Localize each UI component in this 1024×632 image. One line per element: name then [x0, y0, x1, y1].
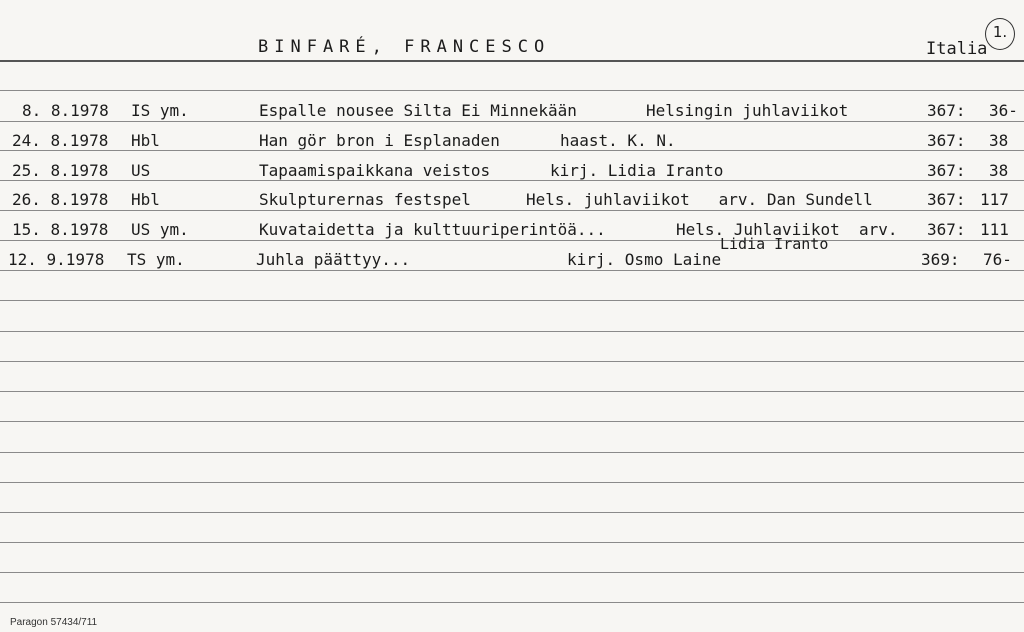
rule	[0, 482, 1024, 483]
entry-page: 117	[980, 190, 1009, 209]
entry-title: Han gör bron i Esplanaden	[259, 131, 500, 150]
entry-title: Tapaamispaikkana veistos	[259, 161, 491, 180]
entry-page: 38	[989, 131, 1009, 150]
rule	[0, 331, 1024, 332]
entry-source: US ym.	[131, 220, 189, 239]
entry-extra: kirj. Lidia Iranto	[550, 161, 724, 180]
entry-title: Kuvataidetta ja kulttuuriperintöä...	[259, 220, 606, 239]
rule	[0, 180, 1024, 181]
rule	[0, 602, 1024, 603]
rule	[0, 452, 1024, 453]
entry-date: 8. 8.1978	[22, 101, 109, 120]
entry-title: Espalle nousee Silta Ei Minnekään	[259, 101, 577, 120]
rule	[0, 60, 1024, 62]
rule	[0, 240, 1024, 241]
entry-date: 15. 8.1978	[12, 220, 109, 239]
entry-date: 24. 8.1978	[12, 131, 109, 150]
entry-title: Juhla päättyy...	[256, 250, 411, 269]
rule	[0, 90, 1024, 91]
rule	[0, 121, 1024, 122]
rule	[0, 391, 1024, 392]
rule	[0, 150, 1024, 151]
rule	[0, 572, 1024, 573]
entry-extra-overtype: Lidia Iranto	[720, 235, 829, 253]
entry-ref: 367:	[927, 220, 966, 239]
entry-source: US	[131, 161, 151, 180]
entry-page: 76-	[983, 250, 1012, 269]
rule	[0, 361, 1024, 362]
entry-ref: 367:	[927, 101, 966, 120]
entry-source: TS ym.	[127, 250, 185, 269]
rule	[0, 270, 1024, 271]
entry-title: Skulpturernas festspel	[259, 190, 471, 209]
entry-extra: kirj. Osmo Laine	[567, 250, 722, 269]
entry-extra: Hels. Juhlaviikot arv.	[676, 220, 898, 239]
entry-extra: Helsingin juhlaviikot	[646, 101, 849, 120]
entry-date: 26. 8.1978	[12, 190, 109, 209]
print-mark: Paragon 57434/711	[10, 617, 98, 628]
entry-ref: 367:	[927, 131, 966, 150]
rule	[0, 300, 1024, 301]
entry-extra: Hels. juhlaviikot arv. Dan Sundell	[526, 190, 873, 209]
rule	[0, 512, 1024, 513]
card-country: Italia	[926, 39, 988, 59]
entry-page: 111	[980, 220, 1009, 239]
entry-page: 36-	[989, 101, 1018, 120]
entry-source: Hbl	[131, 131, 160, 150]
card-number-circle	[985, 18, 1015, 50]
entry-source: IS ym.	[131, 101, 189, 120]
entry-ref: 369:	[921, 250, 960, 269]
entry-ref: 367:	[927, 161, 966, 180]
entry-ref: 367:	[927, 190, 966, 209]
rule	[0, 421, 1024, 422]
entry-extra: haast. K. N.	[560, 131, 676, 150]
entry-source: Hbl	[131, 190, 160, 209]
card-name: BINFARÉ, FRANCESCO	[258, 37, 551, 57]
card-number: 1.	[992, 23, 1008, 41]
entry-page: 38	[989, 161, 1009, 180]
rule	[0, 210, 1024, 211]
entry-date: 25. 8.1978	[12, 161, 109, 180]
rule	[0, 542, 1024, 543]
entry-date: 12. 9.1978	[8, 250, 105, 269]
